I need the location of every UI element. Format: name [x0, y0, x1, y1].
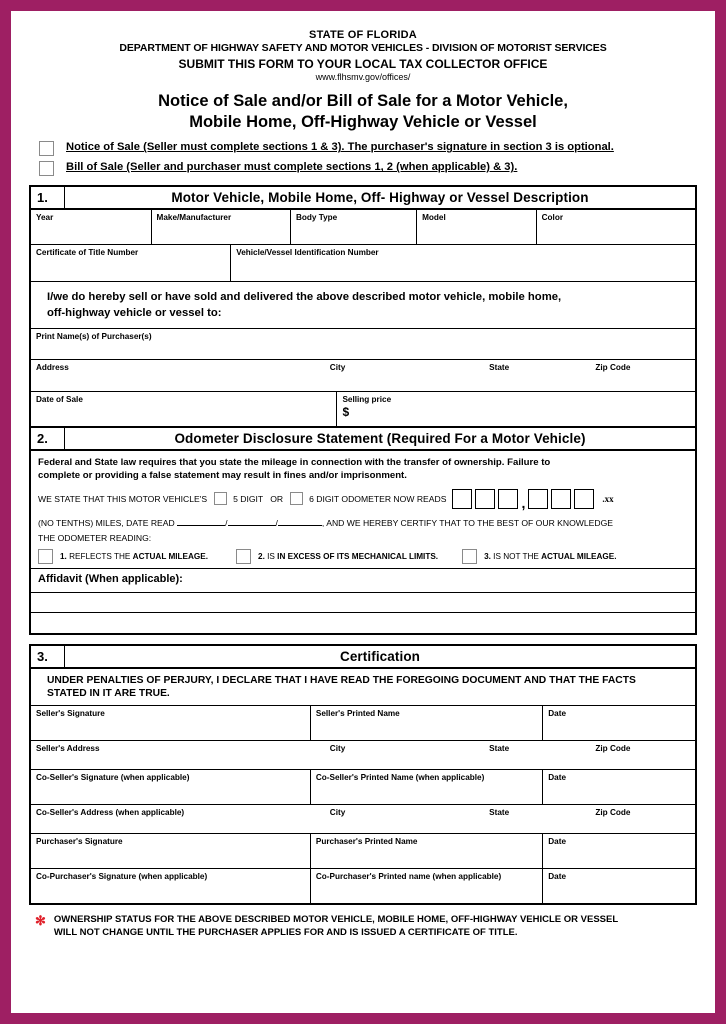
- section-1-title: Motor Vehicle, Mobile Home, Off- Highway or Vessel Description: [171, 190, 589, 206]
- field-body-type-label: Body Type: [295, 213, 338, 223]
- field-co-purchaser-date-label: Date: [548, 872, 567, 882]
- odometer-option-2-bold: IN EXCESS OF ITS MECHANICAL LIMITS.: [277, 551, 439, 561]
- odometer-option-3-plain: IS NOT THE: [490, 551, 542, 561]
- vehicle-description-row: [31, 210, 695, 245]
- odometer-option-2-label: [258, 552, 438, 561]
- section-2-number: 2.: [31, 428, 65, 449]
- field-purchaser-date[interactable]: [542, 834, 695, 868]
- odometer-option-1-label: [60, 552, 208, 561]
- field-date-of-sale-label: Date of Sale: [36, 394, 83, 404]
- sell-statement-line2: off-highway vehicle or vessel to:: [47, 306, 222, 319]
- field-seller-date-label: Date: [548, 709, 567, 719]
- miles-date-read-prefix: (NO TENTHS) MILES, DATE READ: [38, 517, 175, 528]
- purchaser-name-row: [31, 329, 695, 360]
- co-seller-address-row[interactable]: [31, 805, 695, 834]
- field-seller-signature-label: Seller's Signature: [36, 709, 105, 719]
- field-co-seller-zip-label: Zip Code: [595, 808, 631, 818]
- form-title-line2: Mobile Home, Off-Highway Vehicle or Vessel: [189, 112, 537, 131]
- odometer-digit-box[interactable]: [574, 489, 594, 509]
- date-read-year-blank[interactable]: [275, 516, 322, 528]
- field-seller-address-label: Seller's Address: [36, 744, 100, 754]
- field-city-label: City: [329, 362, 346, 372]
- section-2-title: Odometer Disclosure Statement (Required For a Motor Vehicle): [174, 430, 586, 446]
- checkbox-in-excess-of-mechanical-limits[interactable]: [236, 549, 251, 564]
- form-title: [29, 91, 697, 132]
- field-seller-city-label: City: [329, 744, 346, 754]
- field-zip-label: Zip Code: [595, 362, 631, 372]
- odometer-digit-box[interactable]: [528, 489, 548, 509]
- odometer-statement-prefix: WE STATE THAT THIS MOTOR VEHICLE'S: [38, 493, 208, 504]
- field-seller-printed-name[interactable]: [310, 706, 542, 740]
- odometer-digit-box[interactable]: [498, 489, 518, 509]
- section-3-title: Certification: [339, 648, 421, 664]
- odometer-reading-options: [38, 549, 689, 564]
- checkbox-5-digit[interactable]: [214, 492, 227, 505]
- field-selling-price[interactable]: [336, 392, 695, 426]
- sell-statement-line1: I/we do hereby sell or have sold and delivered the above described motor vehicle, mobile home,: [47, 291, 562, 304]
- odometer-option-3-label: [484, 552, 616, 561]
- field-co-seller-address-label: Co-Seller's Address (when applicable): [36, 808, 185, 818]
- odometer-option-1-bold: ACTUAL MILEAGE.: [132, 551, 209, 561]
- odometer-digit-box[interactable]: [475, 489, 495, 509]
- ownership-notice-line1: OWNERSHIP STATUS FOR THE ABOVE DESCRIBED MOTOR VEHICLE, MOBILE HOME, OFF-HIGHWAY VEHICLE OR VESSEL: [53, 914, 619, 926]
- odometer-date-read-line: [38, 516, 689, 528]
- section-2-band: [31, 428, 695, 451]
- odometer-option-2-plain: IS: [264, 551, 278, 561]
- field-body-type[interactable]: [290, 210, 416, 244]
- form-title-line1: Notice of Sale and/or Bill of Sale for a Motor Vehicle,: [158, 92, 568, 110]
- submit-instruction: SUBMIT THIS FORM TO YOUR LOCAL TAX COLLECTOR OFFICE: [178, 57, 548, 71]
- co-seller-signature-row: [31, 770, 695, 805]
- odometer-comma: ,: [521, 494, 526, 511]
- field-date-of-sale[interactable]: [31, 392, 336, 426]
- form-type-option-label: Bill of Sale (Seller and purchaser must complete sections 1, 2 (when applicable) & 3).: [66, 161, 518, 174]
- section-1-table: [29, 185, 697, 428]
- perjury-line1: UNDER PENALTIES OF PERJURY, I DECLARE THAT I HAVE READ THE FOREGOING DOCUMENT AND THAT THE FACTS: [47, 674, 636, 686]
- field-model[interactable]: [416, 210, 536, 244]
- odometer-digit-box[interactable]: [551, 489, 571, 509]
- ownership-notice-line2: WILL NOT CHANGE UNTIL THE PURCHASER APPLIES FOR AND IS ISSUED A CERTIFICATE OF TITLE.: [53, 927, 518, 939]
- date-sep-2: /: [275, 517, 278, 528]
- field-co-seller-printed-name[interactable]: [310, 770, 542, 804]
- field-purchaser-date-label: Date: [548, 837, 567, 847]
- form-type-option-label: Notice of Sale (Seller must complete sections 1 & 3). The purchaser's signature in section 3 is optional.: [66, 141, 614, 154]
- affidavit-blank-line[interactable]: [31, 593, 695, 613]
- form-type-option-notice-of-sale[interactable]: [29, 141, 697, 156]
- field-vin-label: Vehicle/Vessel Identification Number: [236, 248, 379, 258]
- field-co-purchaser-printed-name[interactable]: [310, 869, 542, 903]
- field-title-number-label: Certificate of Title Number: [36, 248, 139, 258]
- checkbox-actual-mileage[interactable]: [38, 549, 53, 564]
- field-purchaser-names[interactable]: [31, 329, 695, 359]
- ownership-notice-text: [54, 914, 618, 940]
- date-read-month-blank[interactable]: [177, 516, 228, 528]
- section-1-band: [31, 187, 695, 210]
- form-sheet: [11, 11, 715, 1013]
- field-co-purchaser-printed-name-label: Co-Purchaser's Printed name (when applicable): [315, 872, 502, 882]
- odometer-digit-boxes: [452, 489, 597, 509]
- field-address-label: Address: [36, 362, 69, 372]
- label-or: OR: [270, 493, 284, 504]
- odometer-lead-text: [38, 457, 689, 483]
- asterisk-icon: ✻: [35, 913, 46, 929]
- odometer-decimal-suffix: .xx: [602, 493, 614, 504]
- label-6-digit-reads: 6 DIGIT ODOMETER NOW READS: [309, 493, 447, 504]
- ownership-status-notice: [29, 914, 697, 940]
- field-state-label: State: [489, 362, 510, 372]
- field-certificate-of-title-number[interactable]: [31, 245, 230, 281]
- odometer-option-1[interactable]: [38, 549, 208, 564]
- field-co-purchaser-signature-label: Co-Purchaser's Signature (when applicable): [36, 872, 208, 882]
- form-type-option-bill-of-sale[interactable]: [29, 161, 697, 176]
- odometer-statement-line: [38, 489, 689, 509]
- odometer-option-1-plain: REFLECTS THE: [66, 551, 133, 561]
- affidavit-blank-line[interactable]: [31, 613, 695, 633]
- field-co-seller-signature-label: Co-Seller's Signature (when applicable): [36, 773, 190, 783]
- field-color-label: Color: [541, 213, 564, 223]
- odometer-option-2[interactable]: [236, 549, 438, 564]
- miles-date-read-suffix: , AND WE HEREBY CERTIFY THAT TO THE BEST OF OUR KNOWLEDGE: [321, 517, 614, 528]
- field-co-purchaser-date[interactable]: [542, 869, 695, 903]
- field-seller-state-label: State: [489, 744, 510, 754]
- co-purchaser-signature-row: [31, 869, 695, 903]
- checkbox-bill-of-sale[interactable]: [39, 161, 54, 176]
- section-1-number: 1.: [31, 187, 65, 208]
- field-seller-date[interactable]: [542, 706, 695, 740]
- section-3-band: [31, 646, 695, 669]
- section-2-table: [29, 428, 697, 635]
- field-seller-signature[interactable]: [31, 706, 310, 740]
- field-vin[interactable]: [230, 245, 695, 281]
- odometer-lead-line1: Federal and State law requires that you state the mileage in connection with the transfer of ownership. Failure to: [38, 456, 551, 468]
- field-co-seller-date-label: Date: [548, 773, 567, 783]
- field-purchaser-printed-name[interactable]: [310, 834, 542, 868]
- field-year-label: Year: [36, 213, 54, 223]
- odometer-option-3[interactable]: [462, 549, 616, 564]
- date-sep-1: /: [225, 517, 228, 528]
- currency-symbol: $: [342, 404, 350, 419]
- field-seller-printed-name-label: Seller's Printed Name: [315, 709, 400, 719]
- field-co-seller-signature[interactable]: [31, 770, 310, 804]
- purchaser-signature-row: [31, 834, 695, 869]
- title-vin-row: [31, 245, 695, 282]
- field-color[interactable]: [536, 210, 695, 244]
- odometer-option-1-num: 1.: [60, 551, 67, 561]
- odometer-disclosure-body: [31, 451, 695, 569]
- affidavit-label: Affidavit (When applicable):: [31, 569, 695, 593]
- field-purchaser-signature[interactable]: [31, 834, 310, 868]
- perjury-line2: STATED IN IT ARE TRUE.: [47, 688, 170, 699]
- odometer-option-2-num: 2.: [258, 551, 265, 561]
- checkbox-6-digit[interactable]: [290, 492, 303, 505]
- field-co-seller-state-label: State: [489, 808, 510, 818]
- department-heading: DEPARTMENT OF HIGHWAY SAFETY AND MOTOR VEHICLES - DIVISION OF MOTORIST SERVICES: [119, 42, 607, 54]
- field-model-label: Model: [422, 213, 446, 223]
- odometer-digit-box[interactable]: [452, 489, 472, 509]
- section-3-table: [29, 644, 697, 906]
- field-selling-price-label: Selling price: [342, 394, 392, 404]
- website-url[interactable]: www.flhsmv.gov/offices/: [315, 72, 411, 82]
- label-5-digit: 5 DIGIT: [233, 493, 264, 504]
- field-purchaser-printed-name-label: Purchaser's Printed Name: [315, 837, 418, 847]
- field-co-seller-city-label: City: [329, 808, 346, 818]
- field-purchaser-signature-label: Purchaser's Signature: [36, 837, 123, 847]
- seller-address-row[interactable]: [31, 741, 695, 770]
- field-year[interactable]: [31, 210, 151, 244]
- field-purchaser-names-label: Print Name(s) of Purchaser(s): [36, 331, 152, 341]
- date-read-day-blank[interactable]: [228, 516, 276, 526]
- sell-statement: [31, 282, 695, 329]
- checkbox-not-actual-mileage[interactable]: [462, 549, 477, 564]
- purchaser-address-row[interactable]: [31, 360, 695, 392]
- section-3-number: 3.: [31, 646, 65, 667]
- field-seller-zip-label: Zip Code: [595, 744, 631, 754]
- odometer-option-3-num: 3.: [484, 551, 491, 561]
- perjury-statement: [31, 669, 695, 707]
- field-co-seller-printed-name-label: Co-Seller's Printed Name (when applicable): [315, 773, 485, 783]
- odometer-option-3-bold: ACTUAL MILEAGE.: [541, 551, 617, 561]
- field-make-label: Make/Manufacturer: [156, 213, 232, 223]
- seller-signature-row: [31, 706, 695, 741]
- odometer-reading-label: THE ODOMETER READING:: [38, 532, 152, 543]
- checkbox-notice-of-sale[interactable]: [39, 141, 54, 156]
- field-co-seller-date[interactable]: [542, 770, 695, 804]
- odometer-lead-line2: complete or providing a false statement may result in fines and/or imprisonment.: [38, 469, 407, 481]
- form-header: [29, 29, 697, 132]
- field-make-manufacturer[interactable]: [151, 210, 290, 244]
- field-co-purchaser-signature[interactable]: [31, 869, 310, 903]
- state-heading: STATE OF FLORIDA: [309, 29, 417, 41]
- date-price-row: [31, 392, 695, 426]
